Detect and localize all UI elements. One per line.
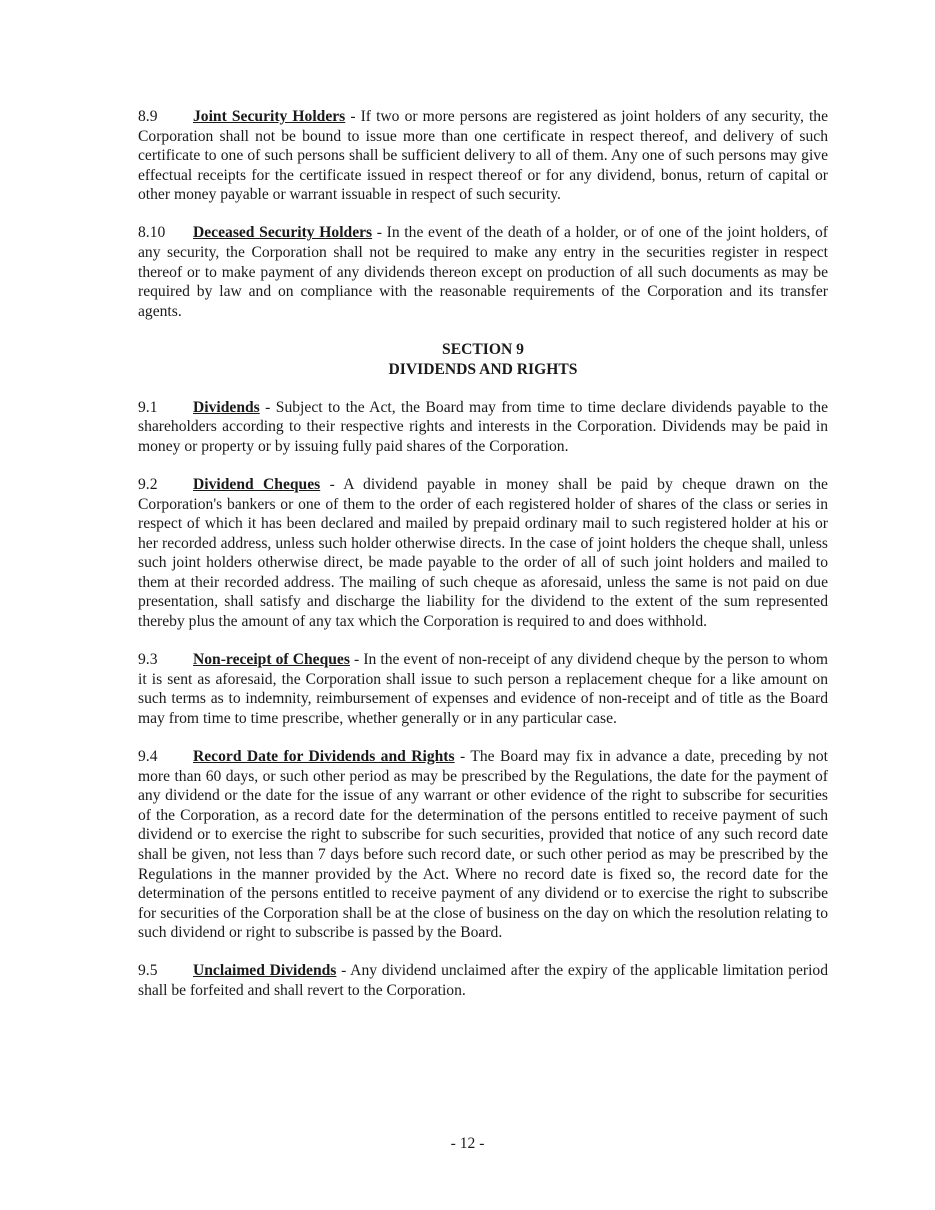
paragraph-text: - In the event of the death of a holder, or of one of the joint holders, of any security, the Corporation shall not be required to make any entry in the securities register in respect thereof or to make payment of any dividends thereon except on production of all such documents as may be required by law and on compliance with the reasonable requirements of the Corporation and its transfer agents. — [138, 224, 828, 320]
paragraph-number: 9.4 — [138, 748, 158, 766]
section-heading — [138, 340, 828, 379]
paragraph-9-1 — [138, 398, 828, 457]
paragraph-heading: Record Date for Dividends and Rights — [193, 748, 455, 766]
paragraph-text: - If two or more persons are registered as joint holders of any security, the Corporation shall not be bound to issue more than one certificate in respect thereof, and delivery of such certificate to one of such persons shall be sufficient delivery to all of them. Any one of such persons may give effectual receipts for the certificate issued in respect thereof or for any dividend, bonus, return of capital or other money payable or warrant issuable in respect of such security. — [138, 108, 828, 204]
document-page — [138, 107, 828, 1019]
paragraph-number: 9.5 — [138, 962, 158, 980]
paragraph-9-2 — [138, 475, 828, 632]
paragraph-text: - In the event of non-receipt of any dividend cheque by the person to whom it is sent as aforesaid, the Corporation shall issue to such person a replacement cheque for a like amount on such terms as to indemnity, reimbursement of expenses and evidence of non-receipt and of title as the Board may from time to time prescribe, whether generally or in any particular case. — [138, 651, 828, 727]
paragraph-number: 9.2 — [138, 475, 158, 493]
paragraph-8-9 — [138, 107, 828, 205]
paragraph-heading: Unclaimed Dividends — [193, 962, 337, 980]
section-number: SECTION 9 — [442, 340, 524, 358]
paragraph-text: - Subject to the Act, the Board may from time to time declare dividends payable to the shareholders according to their respective rights and interests in the Corporation. Dividends may be paid in money or property or by issuing fully paid shares of the Corporation. — [138, 398, 828, 455]
paragraph-text: - The Board may fix in advance a date, preceding by not more than 60 days, or such other period as may be prescribed by the Regulations, the date for the payment of any dividend or the date for the issue of any warrant or other evidence of the right to subscribe for securities of the Corporation, as a record date for the determination of the persons entitled to receive payment of such dividend or to exercise the right to subscribe for such securities, provided that notice of any such record date shall be given, not less than 7 days before such record date, or such other period as may be prescribed by the Regulations in the manner provided by the Act. Where no record date is fixed so, the record date for the determination of the persons entitled to receive payment of any dividend or to exercise the right to subscribe for securities of the Corporation shall be at the close of business on the day on which the resolution relating to such dividend or right to subscribe is passed by the Board. — [138, 748, 828, 942]
paragraph-heading: Deceased Security Holders — [193, 224, 373, 242]
paragraph-text: - A dividend payable in money shall be paid by cheque drawn on the Corporation's bankers or one of them to the order of each registered holder of shares of the class or series in respect of which it has been declared and mailed by prepaid ordinary mail to such registered holder at his or her recorded address, unless such holder otherwise directs. In the case of joint holders the cheque shall, unless such joint holders otherwise direct, be made payable to the order of all of such joint holders and mailed to them at their recorded address. The mailing of such cheque as aforesaid, unless the same is not paid on due presentation, shall satisfy and discharge the liability for the dividend to the extent of the sum represented thereby plus the amount of any tax which the Corporation is required to and does withhold. — [138, 475, 828, 631]
paragraph-heading: Non-receipt of Cheques — [193, 651, 350, 669]
page-number: - 12 - — [450, 1135, 485, 1152]
paragraph-heading: Dividends — [193, 398, 260, 416]
section-title: DIVIDENDS AND RIGHTS — [388, 360, 578, 378]
paragraph-heading: Joint Security Holders — [193, 108, 346, 125]
paragraph-number: 8.10 — [138, 224, 166, 242]
paragraph-text: - Any dividend unclaimed after the expiry of the applicable limitation period shall be forfeited and shall revert to the Corporation. — [138, 962, 828, 1000]
paragraph-number: 9.1 — [138, 398, 158, 416]
paragraph-heading: Dividend Cheques — [193, 475, 321, 493]
paragraph-number: 8.9 — [138, 108, 158, 125]
paragraph-9-5 — [138, 961, 828, 1000]
paragraph-9-4 — [138, 747, 828, 943]
paragraph-number: 9.3 — [138, 651, 158, 669]
paragraph-8-10 — [138, 223, 828, 321]
paragraph-9-3 — [138, 650, 828, 728]
